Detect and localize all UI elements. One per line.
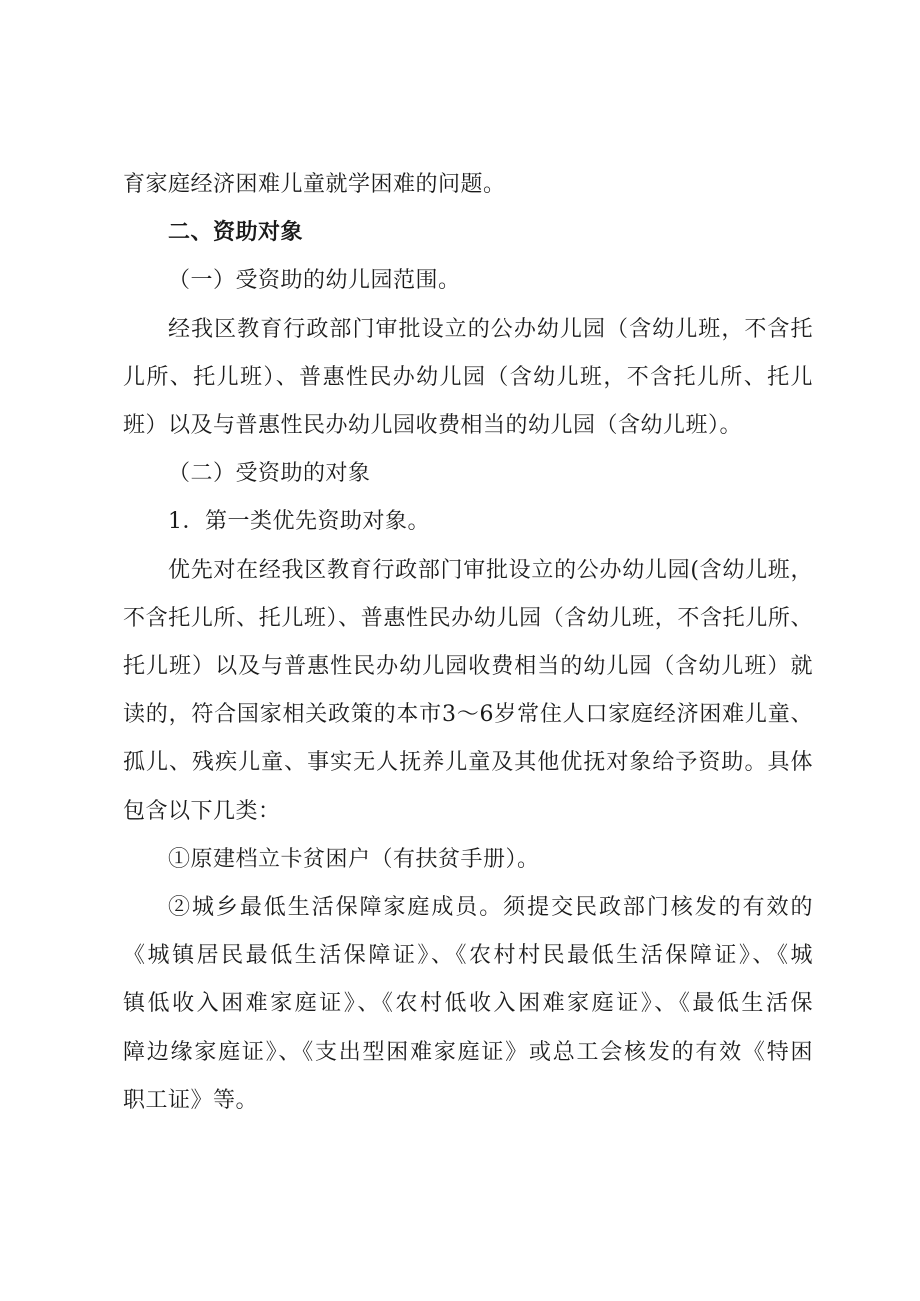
list-item: ②城乡最低生活保障家庭成员。须提交民政部门核发的有效的 [168, 895, 813, 920]
subsection-heading: （一）受资助的幼儿园范围。 [168, 268, 461, 293]
paragraph-line: 职工证》等。 [123, 1088, 259, 1113]
paragraph-line: 孤儿、残疾儿童、事实无人抚养儿童及其他优抚对象给予资助。具体 [123, 750, 813, 775]
paragraph-line: 经我区教育行政部门审批设立的公办幼儿园（含幼儿班，不含托 [168, 317, 813, 342]
section-heading: 二、资助对象 [168, 220, 304, 245]
paragraph-line: 不含托儿所、托儿班）、普惠性民办幼儿园（含幼儿班，不含托儿所、 [123, 606, 813, 631]
paragraph-line: 包含以下几类： [123, 799, 281, 824]
paragraph-line: 障边缘家庭证》、《支出型困难家庭证》或总工会核发的有效《特困 [123, 1040, 813, 1065]
subsection-heading: （二）受资助的对象 [168, 461, 371, 486]
paragraph-line: 《城镇居民最低生活保障证》、《农村村民最低生活保障证》、《城 [123, 943, 813, 968]
paragraph-line: 儿所、托儿班）、普惠性民办幼儿园（含幼儿班，不含托儿所、托儿 [123, 365, 813, 390]
item-heading: 1．第一类优先资助对象。 [168, 509, 430, 534]
paragraph-line: 托儿班）以及与普惠性民办幼儿园收费相当的幼儿园（含幼儿班）就 [123, 654, 813, 679]
paragraph-line: 镇低收入困难家庭证》、《农村低收入困难家庭证》、《最低生活保 [123, 991, 813, 1016]
paragraph-line: 班）以及与普惠性民办幼儿园收费相当的幼儿园（含幼儿班）。 [123, 413, 743, 438]
paragraph-line: 读的，符合国家相关政策的本市3～6岁常住人口家庭经济困难儿童、 [123, 702, 813, 727]
paragraph-continuation: 育家庭经济困难儿童就学困难的问题。 [123, 172, 506, 197]
list-item: ①原建档立卡贫困户（有扶贫手册）。 [168, 847, 540, 872]
paragraph-line: 优先对在经我区教育行政部门审批设立的公办幼儿园(含幼儿班， [168, 558, 813, 583]
